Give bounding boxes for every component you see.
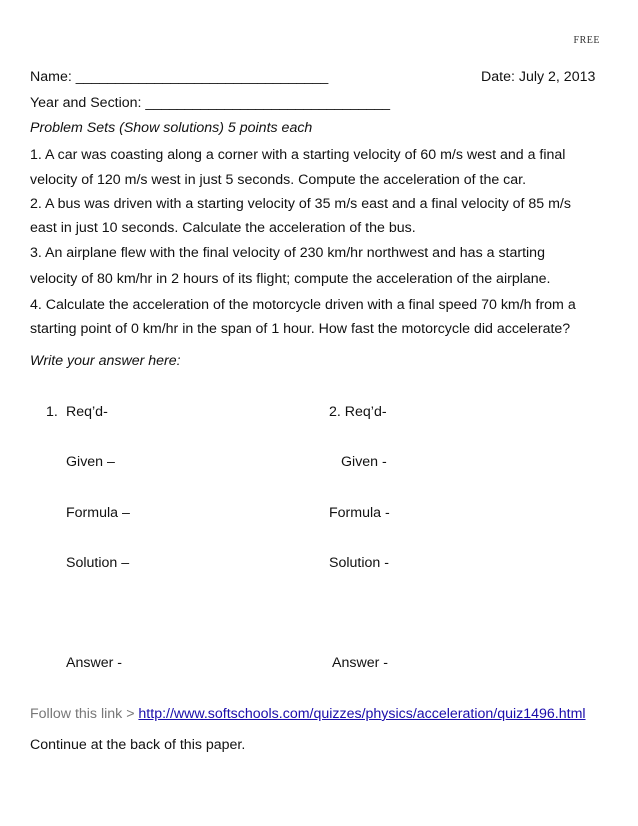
quiz-link[interactable]: http://www.softschools.com/quizzes/physics/acceleration/quiz1496.html (138, 706, 586, 722)
answer-2-formula: Formula - (329, 505, 390, 521)
name-field-label: Name: ________________________________ (30, 69, 329, 85)
follow-link-label: Follow this link > (30, 706, 139, 722)
problem-4-line-1: 4. Calculate the acceleration of the motorcycle driven with a final speed 70 km/h from a (30, 297, 576, 313)
problem-2-line-1: 2. A bus was driven with a starting velocity of 35 m/s east and a final velocity of 85 m/s (30, 196, 571, 212)
date-label: Date: July 2, 2013 (481, 69, 596, 85)
follow-link-row (30, 705, 586, 724)
year-section-field-label: Year and Section: _______________________________ (30, 95, 391, 111)
free-tag: FREE (573, 35, 600, 46)
answer-1-given: Given – (66, 454, 115, 470)
answer-prompt: Write your answer here: (30, 353, 181, 369)
answer-2-reqd: 2. Req’d- (329, 404, 387, 420)
answer-1-solution: Solution – (66, 555, 130, 571)
answer-2-given: Given - (341, 454, 387, 470)
answer-1-answer: Answer - (66, 655, 122, 671)
problem-3-line-1: 3. An airplane flew with the final velocity of 230 km/hr northwest and has a starting (30, 245, 545, 261)
problem-4-line-2: starting point of 0 km/hr in the span of 1 hour. How fast the motorcycle did accelerate? (30, 321, 571, 337)
problem-1-line-2: velocity of 120 m/s west in just 5 seconds. Compute the acceleration of the car. (30, 172, 527, 188)
answer-2-answer: Answer - (332, 655, 388, 671)
answer-1-number: 1. (46, 404, 58, 420)
answer-1-reqd: Req’d- (66, 404, 108, 420)
problem-3-line-2: velocity of 80 km/hr in 2 hours of its flight; compute the acceleration of the airplane. (30, 271, 551, 287)
answer-2-solution: Solution - (329, 555, 389, 571)
continue-note: Continue at the back of this paper. (30, 737, 246, 753)
problem-sets-heading: Problem Sets (Show solutions) 5 points each (30, 120, 313, 136)
answer-1-formula: Formula – (66, 505, 130, 521)
problem-1-line-1: 1. A car was coasting along a corner with a starting velocity of 60 m/s west and a final (30, 147, 566, 163)
problem-2-line-2: east in just 10 seconds. Calculate the acceleration of the bus. (30, 220, 416, 236)
